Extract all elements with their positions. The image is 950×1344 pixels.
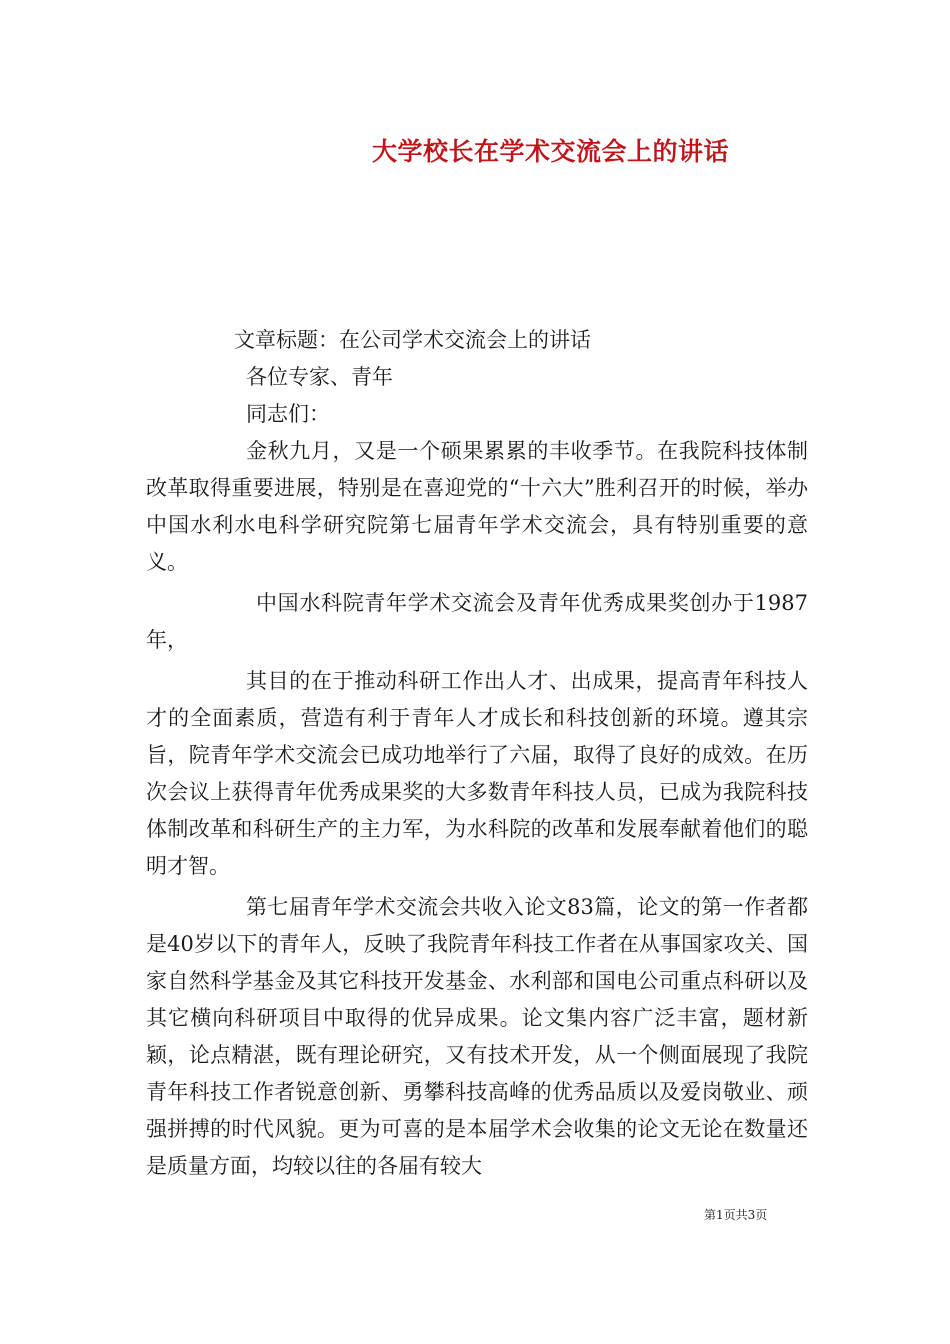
document-body — [146, 322, 808, 1185]
page-footer: 第1页共3页 — [704, 1208, 768, 1222]
article-title-line: 文章标题：在公司学术交流会上的讲话 — [234, 328, 591, 352]
salutation-line-1: 各位专家、青年 — [246, 365, 393, 389]
paragraph-3: 其目的在于推动科研工作出人才、出成果，提高青年科技人才的全面素质，营造有利于青年人才成长和科技创新的环境。遵其宗旨，院青年学术交流会已成功地举行了六届，取得了良好的成效。在历次会议上获得青年优秀成果奖的大多数青年科技人员，已成为我院科技体制改革和科研生产的主力军，为水科院的改革和发展奉献着他们的聪明才智。 — [146, 669, 808, 878]
paragraph-1: 金秋九月，又是一个硕果累累的丰收季节。在我院科技体制改革取得重要进展，特别是在喜迎党的“十六大”胜利召开的时候，举办中国水利水电科学研究院第七届青年学术交流会，具有特别重要的意义。 — [146, 439, 808, 574]
paragraph-4: 第七届青年学术交流会共收入论文83篇，论文的第一作者都是40岁以下的青年人，反映了我院青年科技工作者在从事国家攻关、国家自然科学基金及其它科技开发基金、水利部和国电公司重点科研以及其它横向科研项目中取得的优异成果。论文集内容广泛丰富，题材新颖，论点精湛，既有理论研究，又有技术开发，从一个侧面展现了我院青年科技工作者锐意创新、勇攀科技高峰的优秀品质以及爱岗敬业、顽强拼搏的时代风貌。更为可喜的是本届学术会收集的论文无论在数量还是质量方面，均较以往的各届有较大 — [146, 895, 808, 1178]
document-title: 大学校长在学术交流会上的讲话 — [372, 137, 730, 166]
salutation-line-2: 同志们： — [246, 402, 330, 426]
paragraph-2: 中国水科院青年学术交流会及青年优秀成果奖创办于1987年， — [146, 591, 808, 652]
